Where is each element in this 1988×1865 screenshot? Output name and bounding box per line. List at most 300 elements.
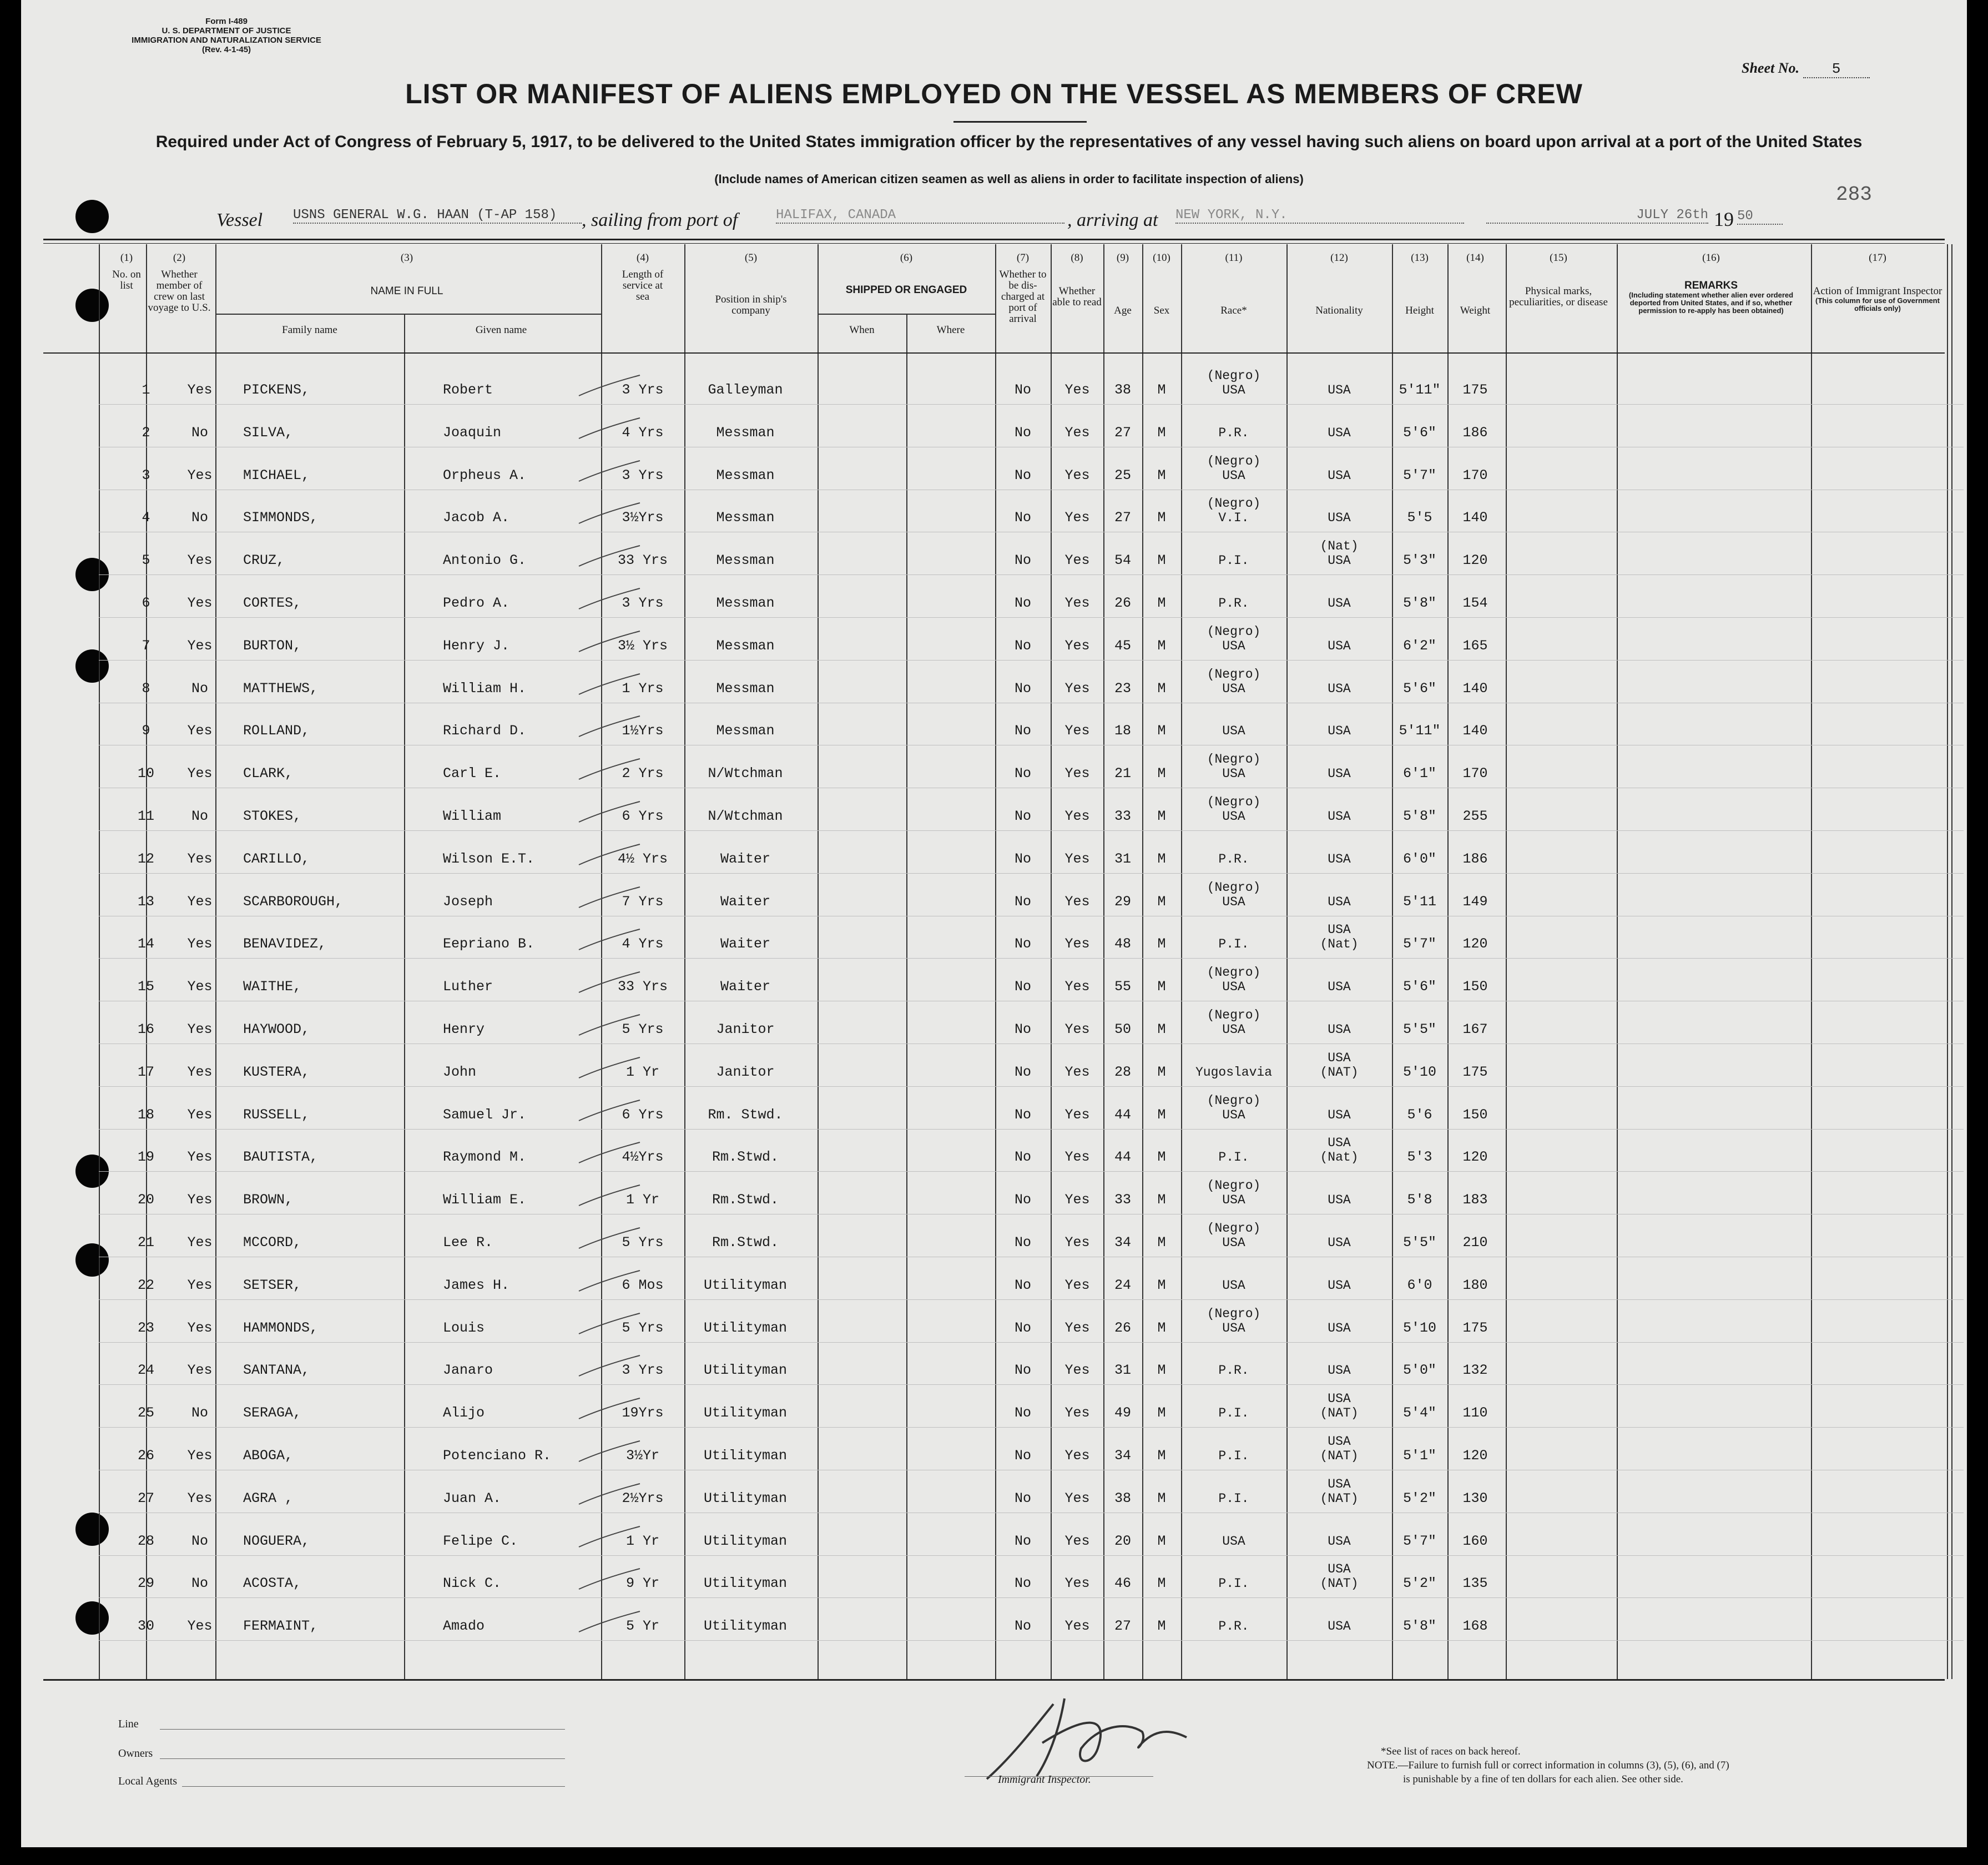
column-rule [99,244,100,1679]
nationality: USA [1328,1236,1351,1250]
able-to-read: Yes [1064,1490,1090,1506]
col-header-no: No. on list [112,269,141,291]
subtitle: Required under Act of Congress of February 5, 1917, to be delivered to the United States immigration officer by the representatives of any vessel having such aliens on board upon arrival at a port of the United States [155,133,1863,151]
row-number: 17 [137,1063,154,1080]
row-number: 21 [137,1234,154,1251]
height: 5'10 [1402,1063,1436,1080]
col-header-sex: Sex [1153,305,1170,316]
column-rule [1951,244,1952,1679]
check-mark-icon [576,1223,648,1257]
race: P.I. [1218,553,1249,568]
row-rule [99,574,1964,575]
discharged: No [1014,979,1031,995]
age: 28 [1114,1063,1131,1080]
row-number: 16 [137,1021,154,1037]
discharged: No [1014,893,1031,910]
weight: 150 [1462,979,1488,995]
row-rule [99,1640,1964,1641]
age: 33 [1114,1192,1131,1208]
discharged: No [1014,765,1031,782]
given-name: Joaquin [443,424,502,441]
weight: 149 [1462,893,1488,910]
position: Messman [716,424,775,441]
nationality: USA [1328,596,1351,611]
row-number: 25 [137,1405,154,1422]
row-number: 3 [142,467,150,483]
check-mark-icon [576,1522,648,1555]
row-number: 23 [137,1319,154,1336]
given-name: Orpheus A. [443,467,527,483]
height: 5'4" [1402,1405,1436,1422]
given-name: Janaro [443,1362,493,1379]
col-num: (15) [1550,252,1567,264]
height: 6'0" [1402,850,1436,867]
last-voyage: Yes [187,467,213,483]
position: Waiter [720,979,770,995]
length-of-service: 5 Yrs [622,1234,664,1251]
position: Rm. Stwd. [708,1106,783,1123]
family-name: PICKENS, [243,382,310,398]
last-voyage: Yes [187,1490,213,1506]
col-num: (2) [173,252,186,264]
family-name: CARILLO, [243,850,310,867]
col-num: (9) [1116,252,1129,264]
race: (Negro) USA [1207,752,1261,782]
race: P.I. [1218,1406,1249,1421]
row-number: 24 [137,1362,154,1379]
weight: 160 [1462,1533,1488,1549]
position: Utilityman [703,1448,788,1464]
table-top-rule-thin [43,243,1945,244]
row-number: 11 [137,808,154,824]
able-to-read: Yes [1064,1149,1090,1166]
weight: 120 [1462,1448,1488,1464]
length-of-service: 6 Mos [622,1277,664,1293]
from-label: , sailing from port of [582,210,738,230]
check-mark-icon [576,1266,648,1299]
last-voyage: Yes [187,1319,213,1336]
sex: M [1157,1021,1166,1037]
length-of-service: 2 Yrs [622,765,664,782]
able-to-read: Yes [1064,1021,1090,1037]
given-name: Pedro A. [443,595,510,611]
row-rule [99,1086,1964,1087]
nationality: USA [1328,809,1351,824]
footer-owners-label: Owners [118,1747,153,1760]
position: Utilityman [703,1575,788,1592]
height: 5'10 [1402,1319,1436,1336]
column-rule [1103,244,1104,1679]
discharged: No [1014,1362,1031,1379]
discharged: No [1014,1149,1031,1166]
weight: 175 [1462,1319,1488,1336]
able-to-read: Yes [1064,1234,1090,1251]
position: Utilityman [703,1277,788,1293]
able-to-read: Yes [1064,1192,1090,1208]
weight: 210 [1462,1234,1488,1251]
given-name: Luther [443,979,493,995]
row-number: 8 [142,680,150,697]
manifest-sheet [21,0,1967,1847]
col-header-read: Whether able to read [1052,285,1102,308]
sex: M [1157,1149,1166,1166]
sex: M [1157,1618,1166,1635]
length-of-service: 1 Yr [625,1533,659,1549]
last-voyage: No [191,1575,208,1592]
height: 6'1" [1402,765,1436,782]
race: (Negro) USA [1207,667,1261,696]
col-num: (6) [900,252,913,264]
family-name: SILVA, [243,424,294,441]
row-rule [99,958,1964,959]
age: 27 [1114,510,1131,526]
nationality: USA [1328,425,1351,440]
length-of-service: 5 Yrs [622,1021,664,1037]
age: 24 [1114,1277,1131,1293]
check-mark-icon [576,371,648,404]
col-header-remarks: REMARKS [1684,280,1738,291]
check-mark-icon [576,1309,648,1342]
age: 54 [1114,552,1131,569]
sex: M [1157,765,1166,782]
sex: M [1157,552,1166,569]
row-rule [99,873,1964,874]
sex: M [1157,1575,1166,1592]
height: 5'2" [1402,1575,1436,1592]
family-name: KUSTERA, [243,1063,310,1080]
race: P.R. [1218,425,1249,440]
race: (Negro) USA [1207,1008,1261,1037]
col-header-family: Family name [282,324,337,336]
age: 33 [1114,808,1131,824]
height: 5'0" [1402,1362,1436,1379]
race: P.I. [1218,937,1249,952]
given-name: Alijo [443,1405,485,1422]
given-name: Juan A. [443,1490,502,1506]
check-mark-icon [576,925,648,958]
race: (Negro) V.I. [1207,496,1261,526]
row-number: 28 [137,1533,154,1549]
sex: M [1157,1319,1166,1336]
row-rule [99,1384,1964,1385]
discharged: No [1014,1405,1031,1422]
last-voyage: Yes [187,1362,213,1379]
discharged: No [1014,936,1031,952]
row-number: 30 [137,1618,154,1635]
height: 5'1" [1402,1448,1436,1464]
footer-line-label: Line [118,1718,139,1730]
form-line: IMMIGRATION AND NATURALIZATION SERVICE [132,36,321,45]
family-name: SCARBOROUGH, [243,893,344,910]
given-name: Robert [443,382,493,398]
check-mark-icon [576,627,648,660]
given-name: Richard D. [443,723,527,739]
family-name: SETSER, [243,1277,302,1293]
discharged: No [1014,382,1031,398]
position: Waiter [720,850,770,867]
able-to-read: Yes [1064,552,1090,569]
col-header-prev-crew: Whether member of crew on last voyage to U.S. [148,269,211,314]
sex: M [1157,1405,1166,1422]
able-to-read: Yes [1064,1405,1090,1422]
family-name: AGRA , [243,1490,294,1506]
last-voyage: Yes [187,1618,213,1635]
length-of-service: 19Yrs [622,1405,664,1422]
family-name: MCCORD, [243,1234,302,1251]
discharged: No [1014,1319,1031,1336]
row-number: 2 [142,424,150,441]
race: P.I. [1218,1449,1249,1463]
row-number: 13 [137,893,154,910]
position: Rm.Stwd. [712,1192,779,1208]
sex: M [1157,1192,1166,1208]
position: Messman [716,467,775,483]
position: Rm.Stwd. [712,1149,779,1166]
able-to-read: Yes [1064,510,1090,526]
row-rule [99,404,1964,405]
discharged: No [1014,1448,1031,1464]
weight: 154 [1462,595,1488,611]
row-number: 7 [142,637,150,654]
check-mark-icon [576,1479,648,1513]
given-name: Louis [443,1319,485,1336]
check-mark-icon [576,541,648,574]
discharged: No [1014,1192,1031,1208]
row-number: 5 [142,552,150,569]
race: P.I. [1218,1150,1249,1165]
footnote-note: NOTE.—Failure to furnish full or correct information in columns (3), (5), (6), and (7) [1367,1760,1729,1771]
discharged: No [1014,808,1031,824]
nationality: USA (NAT) [1320,1050,1359,1080]
height: 5'8 [1407,1192,1432,1208]
race: P.I. [1218,1491,1249,1506]
length-of-service: 7 Yrs [622,893,664,910]
given-name: William [443,808,502,824]
last-voyage: Yes [187,1021,213,1037]
family-name: MICHAEL, [243,467,310,483]
family-name: HAYWOOD, [243,1021,310,1037]
discharged: No [1014,1533,1031,1549]
col-header-weight: Weight [1460,305,1491,316]
age: 34 [1114,1448,1131,1464]
row-number: 27 [137,1490,154,1506]
able-to-read: Yes [1064,936,1090,952]
height: 5'6 [1407,1106,1432,1123]
col-num: (3) [400,252,413,264]
able-to-read: Yes [1064,1448,1090,1464]
row-number: 19 [137,1149,154,1166]
able-to-read: Yes [1064,808,1090,824]
weight: 186 [1462,424,1488,441]
check-mark-icon [576,1010,648,1044]
height: 5'3" [1402,552,1436,569]
sex: M [1157,637,1166,654]
height: 5'8" [1402,595,1436,611]
row-rule [99,1597,1964,1598]
weight: 175 [1462,382,1488,398]
check-mark-icon [576,883,648,916]
col-header-name: NAME IN FULL [370,285,443,297]
last-voyage: Yes [187,893,213,910]
col-header-where: Where [936,324,965,336]
punch-hole [75,289,109,322]
nationality: USA [1328,1278,1351,1293]
last-voyage: Yes [187,1192,213,1208]
family-name: WAITHE, [243,979,302,995]
age: 18 [1114,723,1131,739]
row-number: 12 [137,850,154,867]
given-name: James H. [443,1277,510,1293]
weight: 170 [1462,765,1488,782]
year-value: 50 [1737,209,1783,225]
col-num: (14) [1466,252,1484,264]
height: 5'11" [1399,723,1441,739]
able-to-read: Yes [1064,850,1090,867]
column-rule [1811,244,1812,1679]
height: 5'8" [1402,808,1436,824]
column-rule [215,244,216,1679]
position: Waiter [720,893,770,910]
sex: M [1157,979,1166,995]
row-rule [99,1129,1964,1130]
length-of-service: 4 Yrs [622,424,664,441]
subheader-rule [906,314,907,1679]
nationality: USA [1328,1363,1351,1378]
length-of-service: 5 Yrs [622,1319,664,1336]
able-to-read: Yes [1064,637,1090,654]
weight: 140 [1462,723,1488,739]
age: 50 [1114,1021,1131,1037]
vessel-value: USNS GENERAL W.G. HAAN (T-AP 158) [293,208,582,224]
weight: 175 [1462,1063,1488,1080]
inspector-label: Immigrant Inspector. [998,1773,1091,1786]
discharged: No [1014,424,1031,441]
discharged: No [1014,1618,1031,1635]
last-voyage: No [191,510,208,526]
col-header-remarks-note: (Including statement whether alien ever ordered deported from United States, and if so, whether permission to re-apply has been obtained) [1628,291,1794,315]
able-to-read: Yes [1064,595,1090,611]
row-number: 4 [142,510,150,526]
last-voyage: Yes [187,637,213,654]
sex: M [1157,1063,1166,1080]
discharged: No [1014,1575,1031,1592]
length-of-service: 4 Yrs [622,936,664,952]
position: Janitor [716,1063,775,1080]
family-name: RUSSELL, [243,1106,310,1123]
check-mark-icon [576,1053,648,1086]
height: 5'7" [1402,1533,1436,1549]
form-number-block [99,17,354,54]
last-voyage: No [191,424,208,441]
column-rule [684,244,685,1679]
column-rule [995,244,996,1679]
sex: M [1157,382,1166,398]
nationality: USA [1328,1619,1351,1634]
given-name: Potenciano R. [443,1448,552,1464]
sex: M [1157,850,1166,867]
col-header-age: Age [1114,305,1132,316]
punch-hole [75,1513,109,1546]
discharged: No [1014,1021,1031,1037]
discharged: No [1014,850,1031,867]
height: 5'7" [1402,467,1436,483]
race: P.R. [1218,851,1249,866]
row-rule [99,617,1964,618]
row-number: 18 [137,1106,154,1123]
last-voyage: Yes [187,1063,213,1080]
length-of-service: 1 Yr [625,1192,659,1208]
row-rule [99,1427,1964,1428]
length-of-service: 5 Yr [625,1618,659,1635]
given-name: Joseph [443,893,493,910]
weight: 180 [1462,1277,1488,1293]
row-rule [99,1299,1964,1300]
age: 46 [1114,1575,1131,1592]
nationality: USA (Nat) [1320,1136,1359,1165]
length-of-service: 3 Yrs [622,595,664,611]
check-mark-icon [576,584,648,617]
length-of-service: 4½ Yrs [617,850,668,867]
race: (Negro) USA [1207,369,1261,397]
position: Messman [716,552,775,569]
col-header-discharged: Whether to be dis-charged at port of arrival [999,269,1047,325]
age: 55 [1114,979,1131,995]
nationality: USA [1328,894,1351,909]
last-voyage: Yes [187,1149,213,1166]
height: 5'5" [1402,1021,1436,1037]
height: 5'3 [1407,1149,1432,1166]
given-name: Amado [443,1618,485,1635]
age: 45 [1114,637,1131,654]
check-mark-icon [576,456,648,490]
nationality: USA (NAT) [1320,1434,1359,1463]
last-voyage: Yes [187,552,213,569]
family-name: ROLLAND, [243,723,310,739]
footer-agents-rule [182,1786,565,1787]
discharged: No [1014,637,1031,654]
col-num: (10) [1153,252,1170,264]
able-to-read: Yes [1064,382,1090,398]
age: 31 [1114,1362,1131,1379]
age: 25 [1114,467,1131,483]
length-of-service: 1 Yrs [622,680,664,697]
last-voyage: Yes [187,850,213,867]
last-voyage: Yes [187,1234,213,1251]
nationality: USA [1328,1193,1351,1208]
check-mark-icon [576,797,648,830]
able-to-read: Yes [1064,893,1090,910]
arriving-label: , arriving at [1067,210,1158,230]
arriving-value: NEW YORK, N.Y. [1175,208,1464,224]
nationality: USA [1328,638,1351,653]
sheet-number-label: Sheet No. [1742,60,1799,76]
position: Rm.Stwd. [712,1234,779,1251]
last-voyage: Yes [187,765,213,782]
family-name: HAMMONDS, [243,1319,319,1336]
given-name: Carl E. [443,765,502,782]
race: USA [1222,1278,1245,1293]
nationality: (Nat) USA [1320,539,1359,568]
col-header-position: Position in ship's company [715,294,787,316]
height: 5'11 [1402,893,1436,910]
column-rule [1447,244,1449,1679]
length-of-service: 3½Yr [625,1448,659,1464]
weight: 168 [1462,1618,1488,1635]
column-rule [1142,244,1143,1679]
col-num: (13) [1411,252,1429,264]
sex: M [1157,510,1166,526]
family-name: STOKES, [243,808,302,824]
